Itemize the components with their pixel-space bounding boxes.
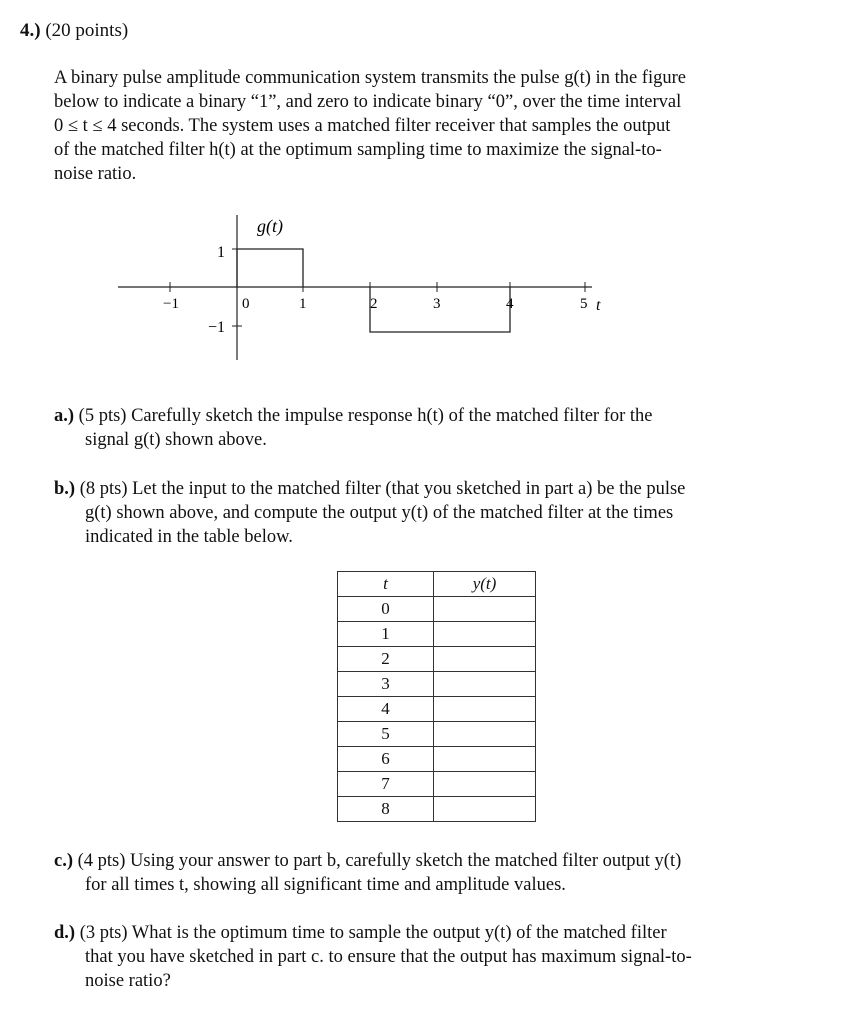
- table-row: [338, 672, 536, 697]
- part-c-line: (4 pts) Using your answer to part b, carefully sketch the matched filter output y(t): [77, 851, 682, 871]
- part-b-line: indicated in the table below.: [85, 527, 293, 547]
- answer-cell[interactable]: [434, 647, 536, 672]
- table-row: [338, 722, 536, 747]
- answer-cell[interactable]: [434, 672, 536, 697]
- part-c-label: c.): [54, 851, 73, 871]
- x-tick-label: 4: [506, 296, 514, 312]
- column-header-t: t: [338, 572, 434, 597]
- part-d-label: d.): [54, 923, 76, 943]
- time-cell: 3: [338, 672, 434, 697]
- x-tick-label: 3: [433, 296, 441, 312]
- function-label: g(t): [257, 216, 283, 236]
- table-header-row: [338, 572, 536, 597]
- x-tick-label: 0: [242, 296, 250, 312]
- x-tick-label: 2: [370, 296, 378, 312]
- part-a-line: signal g(t) shown above.: [85, 430, 267, 450]
- part-b: [54, 477, 685, 549]
- part-b-line: g(t) shown above, and compute the output y(t) of the matched filter at the times: [85, 503, 674, 523]
- pulse-positive: [237, 249, 303, 287]
- y-tick-label: −1: [208, 319, 226, 336]
- table-row: [338, 697, 536, 722]
- answer-cell[interactable]: [434, 622, 536, 647]
- time-cell: 8: [338, 797, 434, 822]
- time-cell: 4: [338, 697, 434, 722]
- statement-line: below to indicate a binary “1”, and zero to indicate binary “0”, over the time interval: [54, 92, 682, 112]
- y-tick-label: 1: [217, 244, 225, 261]
- statement-line: 0 ≤ t ≤ 4 seconds. The system uses a matched filter receiver that samples the output: [54, 116, 671, 136]
- part-d-line: that you have sketched in part c. to ensure that the output has maximum signal-to-: [85, 947, 692, 967]
- x-axis-label: t: [596, 297, 601, 314]
- answer-cell[interactable]: [434, 697, 536, 722]
- table-row: [338, 622, 536, 647]
- part-c: [54, 849, 681, 897]
- answer-cell[interactable]: [434, 597, 536, 622]
- part-c-line: for all times t, showing all significant time and amplitude values.: [85, 875, 566, 895]
- statement-line: of the matched filter h(t) at the optimum sampling time to maximize the signal-to-: [54, 140, 662, 160]
- time-cell: 0: [338, 597, 434, 622]
- statement-line: noise ratio.: [54, 164, 137, 184]
- table-row: [338, 747, 536, 772]
- table-row: [338, 772, 536, 797]
- problem-points: (20 points): [45, 20, 129, 41]
- statement-line: A binary pulse amplitude communication system transmits the pulse g(t) in the figure: [54, 68, 686, 88]
- answer-cell[interactable]: [434, 797, 536, 822]
- x-tick-label: 5: [580, 296, 588, 312]
- x-tick-label: −1: [163, 296, 179, 312]
- time-cell: 2: [338, 647, 434, 672]
- time-cell: 1: [338, 622, 434, 647]
- time-cell: 5: [338, 722, 434, 747]
- problem-statement: [54, 66, 794, 186]
- answer-table: [337, 571, 536, 822]
- answer-cell[interactable]: [434, 722, 536, 747]
- part-d-line: noise ratio?: [85, 971, 171, 991]
- part-b-label: b.): [54, 479, 76, 499]
- pulse-figure: [0, 200, 847, 370]
- answer-cell[interactable]: [434, 772, 536, 797]
- column-header-y: y(t): [434, 572, 536, 597]
- part-a: [54, 404, 653, 452]
- part-d-line: (3 pts) What is the optimum time to sample the output y(t) of the matched filter: [79, 923, 667, 943]
- part-a-line: (5 pts) Carefully sketch the impulse response h(t) of the matched filter for the: [78, 406, 653, 426]
- part-b-line: (8 pts) Let the input to the matched filter (that you sketched in part a) be the pulse: [79, 479, 686, 499]
- table-row: [338, 797, 536, 822]
- time-cell: 7: [338, 772, 434, 797]
- problem-number: 4.): [20, 20, 41, 41]
- problem-header: [20, 20, 128, 42]
- x-tick-label: 1: [299, 296, 307, 312]
- answer-cell[interactable]: [434, 747, 536, 772]
- table-row: [338, 647, 536, 672]
- part-d: [54, 921, 692, 993]
- time-cell: 6: [338, 747, 434, 772]
- part-a-label: a.): [54, 406, 75, 426]
- table-row: [338, 597, 536, 622]
